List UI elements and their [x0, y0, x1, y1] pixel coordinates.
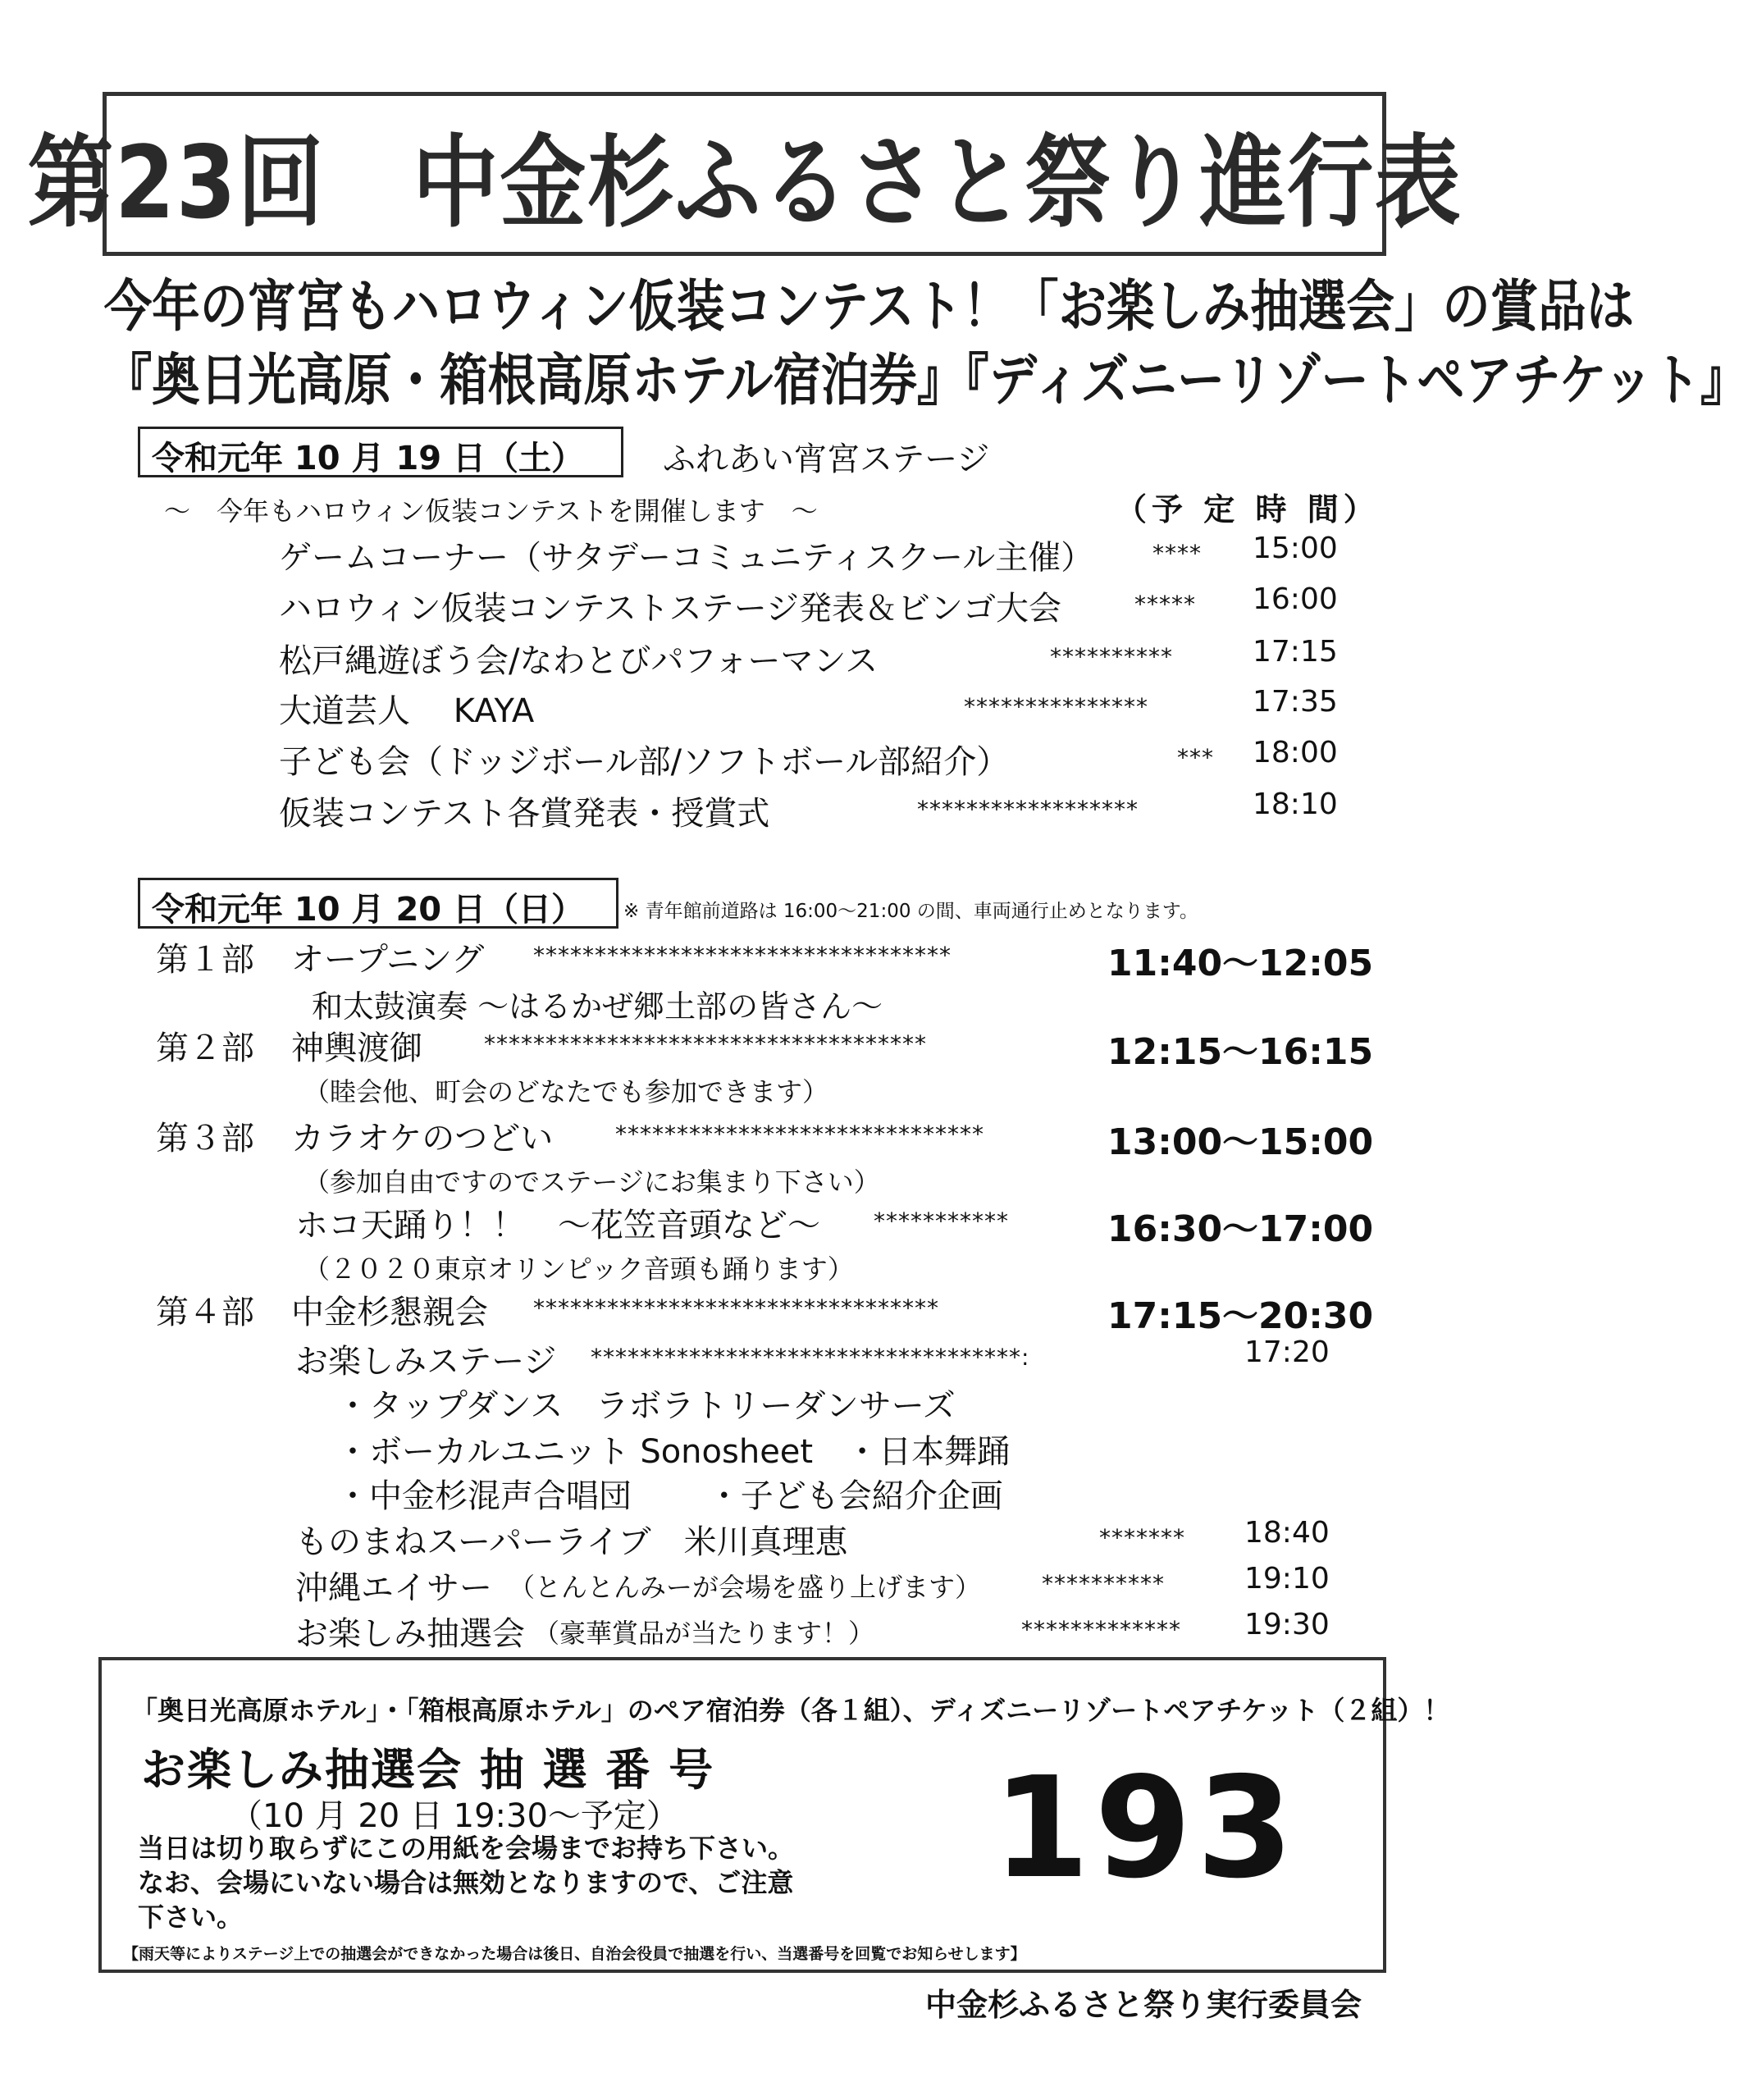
part-time: 17:15～20:30	[1107, 1295, 1374, 1337]
dot-leader: ***************	[964, 693, 1148, 720]
part-label: お楽しみ抽選会	[295, 1615, 525, 1653]
day1-row	[0, 736, 1485, 782]
event-label: ハロウィン仮装コンテストステージ発表＆ビンゴ大会	[279, 590, 1061, 628]
part-time: 11:40～12:05	[1107, 943, 1374, 984]
program-row	[0, 1112, 1485, 1163]
dot-leader: *******	[1099, 1524, 1185, 1551]
part-time: 12:15～16:15	[1107, 1031, 1374, 1073]
part-detail: （２０２０東京オリンピック音頭も踊ります）	[304, 1253, 854, 1285]
act-line: ・中金杉混声合唱団 ・子ども会紹介企画	[336, 1477, 1003, 1515]
part-detail: （参加自由ですのでステージにお集まり下さい）	[304, 1166, 880, 1198]
dot-leader: **********	[1050, 643, 1173, 670]
dot-leader: **********	[1042, 1570, 1165, 1597]
dot-leader: ******************	[917, 796, 1139, 823]
dot-leader: ***********	[874, 1208, 1009, 1235]
day1-row	[0, 582, 1485, 628]
dot-leader: *********************************	[533, 1294, 939, 1322]
part-label: オープニング	[291, 941, 485, 979]
subtitle-line-2: 『奥日光高原・箱根高原ホテル宿泊券』『ディズニーリゾートペアチケット』	[103, 349, 1748, 413]
part-time: 19:30	[1244, 1608, 1330, 1641]
day1-row	[0, 788, 1485, 833]
instruction-line: 当日は切り取らずにこの用紙を会場までお持ち下さい。	[138, 1833, 795, 1864]
dot-leader: ***********************************:	[591, 1344, 1030, 1371]
part-detail: （睦会他、町会のどなたでも参加できます）	[304, 1076, 829, 1107]
part-number: 第３部	[156, 1120, 254, 1157]
page-title: 第23回 中金杉ふるさと祭り進行表	[26, 124, 1463, 241]
event-time: 15:00	[1253, 532, 1338, 565]
program-row	[0, 1335, 1485, 1381]
time-header: （予 定 時 間）	[1116, 491, 1380, 527]
event-label: 大道芸人 KAYA	[279, 692, 535, 730]
day1-date: 令和元年 10 月 19 日（土）	[138, 427, 623, 477]
part-label-note: （豪華賞品が当たります！）	[533, 1618, 875, 1649]
part-label: お楽しみステージ	[295, 1343, 557, 1381]
part-number: 第１部	[156, 941, 254, 979]
part-time: 18:40	[1244, 1516, 1330, 1550]
part-label: 沖縄エイサー	[295, 1569, 492, 1607]
dot-leader: *****	[1134, 591, 1196, 618]
part-label: ホコ天踊り！！ ～花笠音頭など～	[295, 1207, 820, 1244]
day1-row	[0, 532, 1485, 578]
part-time: 13:00～15:00	[1107, 1121, 1374, 1163]
part-number: 第４部	[156, 1294, 254, 1331]
program-row	[0, 1516, 1485, 1562]
day1-row	[0, 635, 1485, 681]
part-label-note: （とんとんみーが会場を盛り上げます）	[509, 1572, 982, 1603]
program-row	[0, 1022, 1485, 1073]
event-time: 16:00	[1253, 582, 1338, 616]
dot-leader: ****	[1152, 540, 1202, 567]
road-closure-note: ※ 青年館前道路は 16:00～21:00 の間、車両通行止めとなります。	[623, 901, 1198, 922]
program-row	[0, 1199, 1485, 1250]
instruction-line: なお、会場にいない場合は無効となりますので、ご注意	[138, 1867, 794, 1898]
title-box	[26, 92, 1463, 256]
lottery-schedule: （10 月 20 日 19:30～予定）	[230, 1797, 679, 1835]
lottery-heading: お楽しみ抽選会 抽 選 番 号	[141, 1744, 715, 1796]
part-label: 中金杉懇親会	[291, 1294, 488, 1331]
act-line: ・ボーカルユニット Sonosheet ・日本舞踊	[336, 1433, 1011, 1471]
dot-leader: *************	[1021, 1616, 1181, 1643]
event-time: 17:35	[1253, 685, 1338, 719]
dot-leader: **********************************	[533, 942, 952, 969]
program-row	[0, 934, 1485, 984]
rain-note: 【雨天等によりステージ上での抽選会ができなかった場合は後日、自治会役員で抽選を行い、当選番号を回覧でお知らせします】	[123, 1945, 1026, 1963]
part-label: 神輿渡御	[291, 1029, 422, 1067]
dot-leader: ************************************	[484, 1030, 927, 1057]
event-label: 子ども会（ドッジボール部/ソフトボール部紹介）	[279, 743, 1010, 781]
day1-row	[0, 685, 1485, 731]
program-row	[0, 1286, 1485, 1337]
part-detail: 和太鼓演奏 ～はるかぜ郷土部の皆さん～	[312, 988, 883, 1025]
part-time: 16:30～17:00	[1107, 1208, 1374, 1250]
subtitle-line-1: 今年の宵宮もハロウィン仮装コンテスト！「お楽しみ抽選会」の賞品は	[103, 275, 1635, 340]
lottery-number: 193	[993, 1747, 1298, 1910]
day1-venue: ふれあい宵宮ステージ	[663, 441, 990, 478]
instruction-line: 下さい。	[138, 1901, 244, 1933]
part-label: ものまねスーパーライブ 米川真理恵	[295, 1523, 848, 1561]
event-label: 仮装コンテスト各賞発表・授賞式	[279, 795, 770, 833]
part-time: 19:10	[1244, 1562, 1330, 1596]
dot-leader: ***	[1177, 744, 1214, 771]
organizer: 中金杉ふるさと祭り実行委員会	[925, 1987, 1362, 2023]
part-number: 第２部	[156, 1029, 254, 1067]
event-time: 18:10	[1253, 788, 1338, 821]
part-time: 17:20	[1244, 1335, 1330, 1369]
event-label: 松戸縄遊ぼう会/なわとびパフォーマンス	[279, 642, 879, 680]
event-time: 18:00	[1253, 736, 1338, 769]
program-row	[0, 1608, 1485, 1654]
program-row	[0, 1562, 1485, 1608]
part-label: カラオケのつどい	[291, 1120, 554, 1157]
day2-date: 令和元年 10 月 20 日（日）	[138, 878, 618, 929]
act-line: ・タップダンス ラボラトリーダンサーズ	[336, 1387, 956, 1425]
day1-note: ～ 今年もハロウィン仮装コンテストを開催します ～	[164, 495, 818, 527]
event-label: ゲームコーナー（サタデーコミュニティスクール主催）	[279, 539, 1094, 577]
dot-leader: ******************************	[615, 1121, 984, 1148]
event-time: 17:15	[1253, 635, 1338, 669]
prize-line: 「奥日光高原ホテル」・「箱根高原ホテル」のペア宿泊券（各１組）、ディズニーリゾートペアチケット（２組）！	[131, 1695, 1450, 1726]
